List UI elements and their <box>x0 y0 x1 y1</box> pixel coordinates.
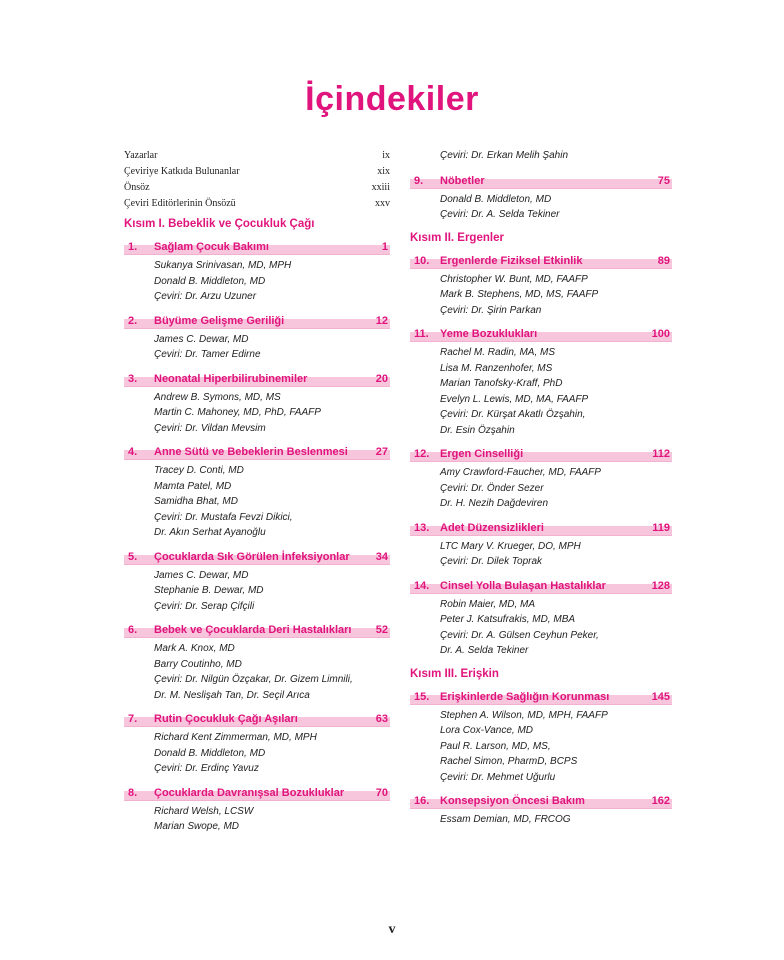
chapter-page: 119 <box>652 521 670 534</box>
author-line: Marian Swope, MD <box>154 821 240 832</box>
chapter-heading <box>124 445 390 460</box>
chapter-title: Sağlam Çocuk Bakımı <box>154 241 269 253</box>
chapter-title: Neonatal Hiperbilirubinemiler <box>154 372 308 385</box>
chapter-entry <box>124 445 390 541</box>
author-line: Lora Cox-Vance, MD <box>440 725 533 736</box>
chapter-page: 34 <box>375 550 388 563</box>
author-list <box>410 272 672 319</box>
author-line: Çeviri: Dr. Mehmet Uğurlu <box>440 771 556 783</box>
chapter-entry <box>124 712 390 777</box>
author-line: Dr. Akın Serhat Ayanoğlu <box>154 527 266 538</box>
chapter-page: 162 <box>651 795 670 807</box>
author-line: James C. Dewar, MD <box>154 333 249 345</box>
author-line: Rachel M. Radin, MA, MS <box>440 347 556 358</box>
author-list <box>124 641 390 703</box>
chapter-number: 2. <box>128 314 138 327</box>
author-line: Tracey D. Conti, MD <box>154 465 244 476</box>
author-list <box>410 345 672 438</box>
chapter-entry <box>410 521 672 570</box>
chapter-page: 100 <box>651 328 670 340</box>
chapter-number: 6. <box>128 624 138 636</box>
front-matter-row <box>124 148 390 164</box>
author-line: Dr. Esin Özşahin <box>440 424 515 436</box>
author-list <box>410 465 672 512</box>
chapter-entry <box>410 174 672 223</box>
page-number: v <box>388 922 396 937</box>
chapter-heading <box>410 254 672 269</box>
chapter-entry <box>410 579 672 659</box>
toc-right-column <box>410 148 672 837</box>
author-list <box>410 708 672 786</box>
chapter-page: 89 <box>657 254 670 267</box>
author-line: Dr. H. Nezih Dağdeviren <box>440 498 549 509</box>
chapter-title: Ergen Cinselliği <box>440 448 524 460</box>
chapter-heading <box>124 623 390 638</box>
author-line: James C. Dewar, MD <box>154 569 249 581</box>
front-matter-page: xix <box>377 166 390 177</box>
chapter-number: 9. <box>414 174 424 187</box>
chapter-heading <box>124 786 390 801</box>
chapter-heading <box>410 174 672 189</box>
chapter-title: Büyüme Gelişme Geriliği <box>154 314 285 327</box>
author-list <box>410 539 672 570</box>
chapter-title: Çocuklarda Sık Görülen İnfeksiyonlar <box>154 550 350 563</box>
author-list <box>124 258 390 305</box>
front-matter-row <box>124 164 390 180</box>
chapter-heading <box>410 521 672 536</box>
author-line: Marian Tanofsky-Kraff, PhD <box>440 378 563 389</box>
author-line: Rachel Simon, PharmD, BCPS <box>440 756 578 767</box>
part-heading: Kısım III. Erişkin <box>410 667 499 680</box>
front-matter-list <box>124 148 390 212</box>
chapter-number: 15. <box>414 690 430 703</box>
chapter-page: 112 <box>652 448 670 460</box>
author-list <box>124 332 390 363</box>
chapter-number: 16. <box>414 795 430 807</box>
author-list <box>124 463 390 541</box>
author-line: Samidha Bhat, MD <box>154 496 238 507</box>
chapter-title: Konsepsiyon Öncesi Bakım <box>440 795 585 807</box>
chapter-number: 10. <box>414 254 430 267</box>
chapter-title: Bebek ve Çocuklarda Deri Hastalıkları <box>154 624 352 636</box>
author-line: Martin C. Mahoney, MD, PhD, FAAFP <box>154 407 321 418</box>
author-line: Çeviri: Dr. Nilgün Özçakar, Dr. Gizem Limnili, <box>154 674 353 685</box>
page-title: İçindekiler <box>305 80 479 118</box>
author-line: LTC Mary V. Krueger, DO, MPH <box>440 540 581 552</box>
chapter-entry <box>410 254 672 319</box>
author-line: Çeviri: Dr. A. Selda Tekiner <box>440 209 560 220</box>
chapter-heading <box>124 240 390 255</box>
author-line: Mark A. Knox, MD <box>154 643 235 654</box>
chapter-page: 20 <box>375 372 388 385</box>
author-line: Çeviri: Dr. Vildan Mevsim <box>154 422 266 434</box>
chapter-heading <box>124 712 390 727</box>
chapter-entry <box>124 623 390 703</box>
author-line: Christopher W. Bunt, MD, FAAFP <box>440 273 588 285</box>
author-line: Mark B. Stephens, MD, MS, FAAFP <box>440 289 599 300</box>
author-line: Çeviri: Dr. A. Gülsen Ceyhun Peker, <box>440 629 599 641</box>
author-line: Richard Kent Zimmerman, MD, MPH <box>154 732 317 743</box>
author-line: Çeviri: Dr. Dilek Toprak <box>440 556 543 567</box>
author-line: Çeviri: Dr. Önder Sezer <box>440 482 544 494</box>
author-line: Çeviri: Dr. Şirin Parkan <box>440 304 542 316</box>
chapter-title: Cinsel Yolla Bulaşan Hastalıklar <box>440 579 606 592</box>
chapter-entry <box>410 327 672 438</box>
author-list <box>410 812 672 828</box>
author-list <box>410 597 672 659</box>
chapter-page: 70 <box>375 786 388 799</box>
author-line: Andrew B. Symons, MD, MS <box>154 391 281 403</box>
chapter-heading <box>124 314 390 329</box>
author-line: Dr. M. Neslişah Tan, Dr. Seçil Arıca <box>154 689 310 701</box>
front-matter-page: xxiii <box>371 182 390 193</box>
author-line: Amy Crawford-Faucher, MD, FAAFP <box>440 467 601 478</box>
chapter-title: Nöbetler <box>440 174 485 187</box>
chapter-number: 11. <box>414 328 429 340</box>
author-line: Dr. A. Selda Tekiner <box>440 645 529 656</box>
chapter-page: 52 <box>375 624 388 636</box>
right-entries <box>410 174 672 828</box>
chapter-entry <box>124 550 390 615</box>
chapter-number: 1. <box>128 241 138 253</box>
chapter-entry <box>410 794 672 828</box>
chapter-title: Rutin Çocukluk Çağı Aşıları <box>154 713 298 725</box>
author-line: Robin Maier, MD, MA <box>440 598 536 610</box>
chapter-page: 1 <box>381 241 388 253</box>
front-matter-label: Önsöz <box>124 182 150 193</box>
chapter-page: 128 <box>651 579 670 592</box>
author-line: Sukanya Srinivasan, MD, MPH <box>154 260 292 271</box>
chapter-number: 7. <box>128 713 138 725</box>
chapter-page: 75 <box>657 174 670 187</box>
author-line: Çeviri: Dr. Arzu Uzuner <box>154 291 257 302</box>
chapter-entry <box>410 447 672 512</box>
author-line: Essam Demian, MD, FRCOG <box>440 814 571 825</box>
part-heading: Kısım II. Ergenler <box>410 231 504 244</box>
chapter-number: 3. <box>128 372 138 385</box>
author-line: Donald B. Middleton, MD <box>154 747 266 759</box>
front-matter-row <box>124 196 390 212</box>
continued-author: Çeviri: Dr. Erkan Melih Şahin <box>440 150 569 161</box>
toc-left-column <box>124 148 390 844</box>
author-line: Çeviri: Dr. Mustafa Fevzi Dikici, <box>154 511 293 523</box>
chapter-heading <box>124 372 390 387</box>
chapter-heading <box>410 327 672 342</box>
author-list <box>124 568 390 615</box>
chapter-number: 8. <box>128 786 138 799</box>
author-line: Lisa M. Ranzenhofer, MS <box>440 362 553 374</box>
author-line: Mamta Patel, MD <box>154 480 232 492</box>
author-line: Çeviri: Dr. Serap Çifçili <box>154 600 255 612</box>
part-heading: Kısım I. Bebeklik ve Çocukluk Çağı <box>124 218 315 230</box>
chapter-page: 63 <box>375 713 388 725</box>
front-matter-page: xxv <box>375 198 390 209</box>
author-line: Donald B. Middleton, MD <box>440 193 552 205</box>
chapter-number: 5. <box>128 550 138 563</box>
author-line: Çeviri: Dr. Tamer Edirne <box>154 349 261 360</box>
chapter-entry <box>124 240 390 305</box>
chapter-title: Yeme Bozuklukları <box>440 328 538 340</box>
author-line: Evelyn L. Lewis, MD, MA, FAAFP <box>440 393 589 405</box>
author-list <box>124 730 390 777</box>
chapter-title: Ergenlerde Fiziksel Etkinlik <box>440 254 583 267</box>
chapter-title: Erişkinlerde Sağlığın Korunması <box>440 690 610 703</box>
front-matter-label: Yazarlar <box>124 150 158 161</box>
chapter-heading <box>124 550 390 565</box>
chapter-heading <box>410 579 672 594</box>
chapter-entry <box>124 372 390 437</box>
chapter-title: Anne Sütü ve Bebeklerin Beslenmesi <box>154 446 348 458</box>
chapter-number: 13. <box>414 521 430 534</box>
chapter-title: Çocuklarda Davranışsal Bozukluklar <box>154 786 345 799</box>
chapter-page: 12 <box>375 314 388 327</box>
chapter-heading <box>410 690 672 705</box>
chapter-page: 145 <box>651 690 670 703</box>
chapter-number: 14. <box>414 579 430 592</box>
front-matter-label: Çeviriye Katkıda Bulunanlar <box>124 166 240 177</box>
chapter-page: 27 <box>375 446 388 458</box>
author-list <box>124 804 390 835</box>
chapter-heading <box>410 794 672 809</box>
chapter-entry <box>124 786 390 835</box>
left-entries <box>124 218 390 835</box>
author-line: Çeviri: Dr. Kürşat Akatlı Özşahin, <box>440 409 586 420</box>
author-line: Donald B. Middleton, MD <box>154 275 266 287</box>
front-matter-row <box>124 180 390 196</box>
author-line: Çeviri: Dr. Erdinç Yavuz <box>154 763 259 774</box>
author-line: Paul R. Larson, MD, MS, <box>440 740 551 752</box>
front-matter-page: ix <box>382 150 390 161</box>
author-line: Peter J. Katsufrakis, MD, MBA <box>440 614 576 625</box>
author-line: Barry Coutinho, MD <box>154 658 242 670</box>
author-list <box>124 390 390 437</box>
chapter-number: 12. <box>414 448 430 460</box>
chapter-heading <box>410 447 672 462</box>
chapter-number: 4. <box>128 446 138 458</box>
front-matter-label: Çeviri Editörlerinin Önsözü <box>124 198 236 209</box>
chapter-title: Adet Düzensizlikleri <box>440 521 544 534</box>
author-line: Richard Welsh, LCSW <box>154 805 254 817</box>
chapter-entry <box>410 690 672 786</box>
author-line: Stephen A. Wilson, MD, MPH, FAAFP <box>440 709 608 721</box>
chapter-entry <box>124 314 390 363</box>
author-line: Stephanie B. Dewar, MD <box>154 585 264 596</box>
author-list <box>410 192 672 223</box>
